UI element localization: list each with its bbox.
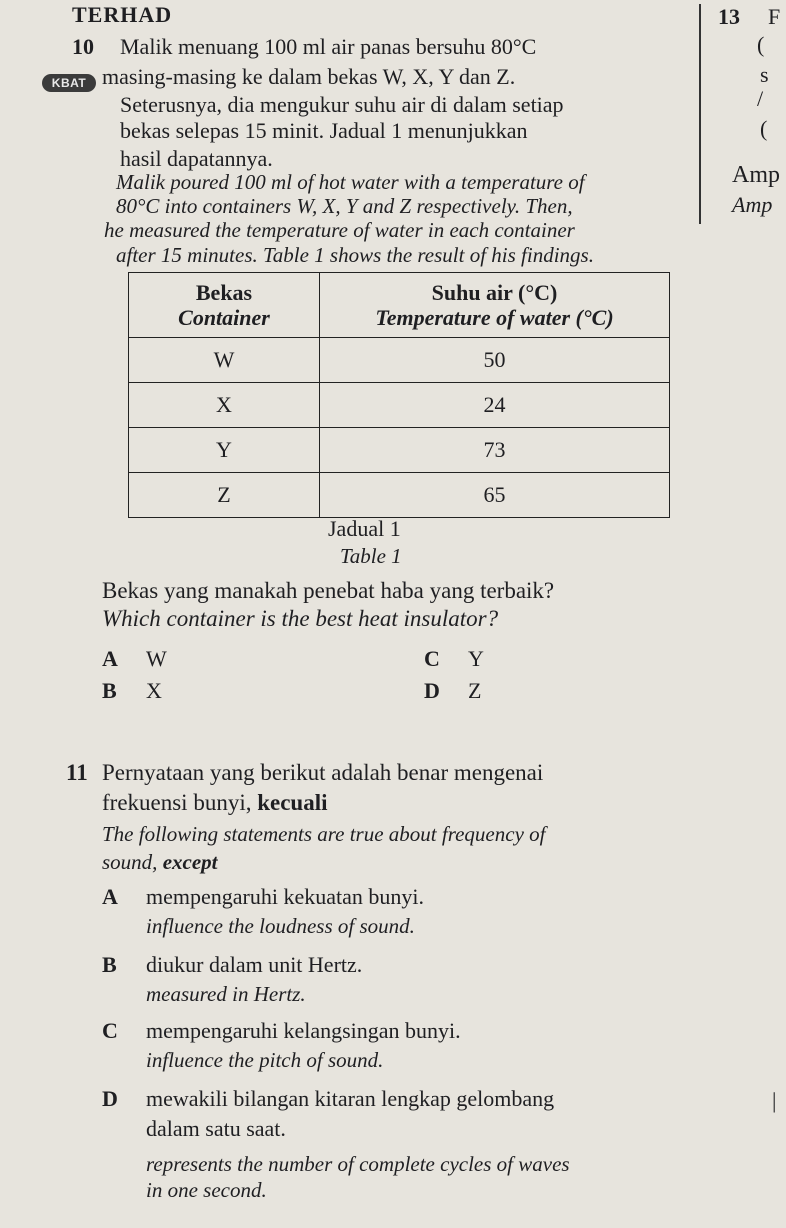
right-column-amp-ms: Amp [732,162,780,188]
table-row [129,383,670,428]
q10-question-en: Which container is the best heat insulator? [102,606,499,631]
q10-text-en: Malik poured 100 ml of hot water with a temperature of [116,170,585,194]
page-reference-cut: F [768,4,781,29]
header-label-en: Container [178,305,270,330]
question-10-number: 10 [72,34,94,59]
option-letter: C [102,1018,118,1043]
option-text: W [146,646,167,671]
header-title: TERHAD [72,2,173,27]
table-cell-temperature: 24 [320,383,670,428]
q11-text-ms: Pernyataan yang berikut adalah benar mengenai [102,760,544,785]
q11-emphasis-en: except [162,850,218,874]
q10-text-ms: bekas selepas 15 minit. Jadual 1 menunjukkan [120,118,528,143]
right-column-amp-en: Amp [732,192,773,217]
option-text-ms: mewakili bilangan kitaran lengkap gelombang [146,1086,555,1111]
q11-option-a-en: influence the loudness of sound. [146,914,415,938]
q10-text-en: after 15 minutes. Table 1 shows the result of his findings. [116,243,594,267]
q11-text-en: The following statements are true about frequency of [102,822,546,846]
q10-option-c[interactable] [424,646,484,672]
q11-option-d[interactable] [102,1086,554,1112]
option-letter: D [424,678,440,703]
table-caption-en: Table 1 [340,544,402,568]
q10-text-ms: Malik menuang 100 ml air panas bersuhu 80°C [120,34,537,59]
table-cell-temperature: 50 [320,338,670,383]
table-header-container [129,273,320,338]
table-caption-ms: Jadual 1 [328,516,401,541]
q10-option-b[interactable] [102,678,162,704]
q10-option-d[interactable] [424,678,481,704]
table-cell-container: Z [129,473,320,518]
q11-emphasis-ms: kecuali [257,790,328,815]
right-column-fragment: s [760,62,769,87]
table-row [129,428,670,473]
column-divider [699,4,701,224]
q10-text-en: 80°C into containers W, X, Y and Z respectively. Then, [116,194,573,218]
table-row [129,473,670,518]
option-letter: D [102,1086,118,1111]
table-cell-container: Y [129,428,320,473]
kbat-badge: KBAT [42,74,96,92]
q11-option-d-en: represents the number of complete cycles of waves [146,1152,570,1176]
page-reference: 13 [718,4,740,29]
option-letter: C [424,646,440,671]
q11-text-en [102,850,217,875]
q10-text-ms: masing-masing ke dalam bekas W, X, Y dan Z. [102,64,516,89]
table-cell-temperature: 73 [320,428,670,473]
option-text: Y [468,646,484,671]
option-letter: A [102,884,118,909]
option-letter: B [102,952,117,977]
results-table [128,272,670,518]
q11-text-en-part: sound, [102,850,163,874]
table-row [129,338,670,383]
q11-option-d-en-cont: in one second. [146,1178,267,1202]
table-header-row [129,273,670,338]
q11-option-c-en: influence the pitch of sound. [146,1048,384,1072]
q11-option-b-en: measured in Hertz. [146,982,306,1006]
option-text-ms: mempengaruhi kekuatan bunyi. [146,884,424,909]
option-letter: A [102,646,118,671]
header-label-ms: Bekas [195,280,253,305]
right-column-fragment: / [757,86,764,111]
q10-question-ms: Bekas yang manakah penebat haba yang terbaik? [102,578,555,603]
option-letter: B [102,678,117,703]
q10-text-en: he measured the temperature of water in each container [104,218,575,242]
right-column-fragment: | [772,1088,777,1113]
q10-option-a[interactable] [102,646,167,672]
q10-text-ms: Seterusnya, dia mengukur suhu air di dalam setiap [120,92,564,117]
table-cell-container: X [129,383,320,428]
q11-option-a[interactable] [102,884,424,910]
option-text: Z [468,678,482,703]
right-column-fragment: ( [760,116,768,141]
q11-option-b[interactable] [102,952,362,978]
table-header-temperature [320,273,670,338]
table-cell-container: W [129,338,320,383]
q10-text-ms: hasil dapatannya. [120,146,273,171]
q11-option-c[interactable] [102,1018,461,1044]
option-text-ms: diukur dalam unit Hertz. [146,952,363,977]
option-text: X [146,678,162,703]
right-column-fragment: ( [757,32,765,57]
header-label-ms: Suhu air (°C) [431,280,558,305]
q11-text-ms [102,790,328,816]
q11-option-d-ms-cont: dalam satu saat. [146,1116,286,1141]
table-cell-temperature: 65 [320,473,670,518]
option-text-ms: mempengaruhi kelangsingan bunyi. [146,1018,461,1043]
header-label-en: Temperature of water (°C) [375,305,614,330]
q11-text-ms-part: frekuensi bunyi, [102,790,258,815]
question-11-number: 11 [66,760,88,785]
